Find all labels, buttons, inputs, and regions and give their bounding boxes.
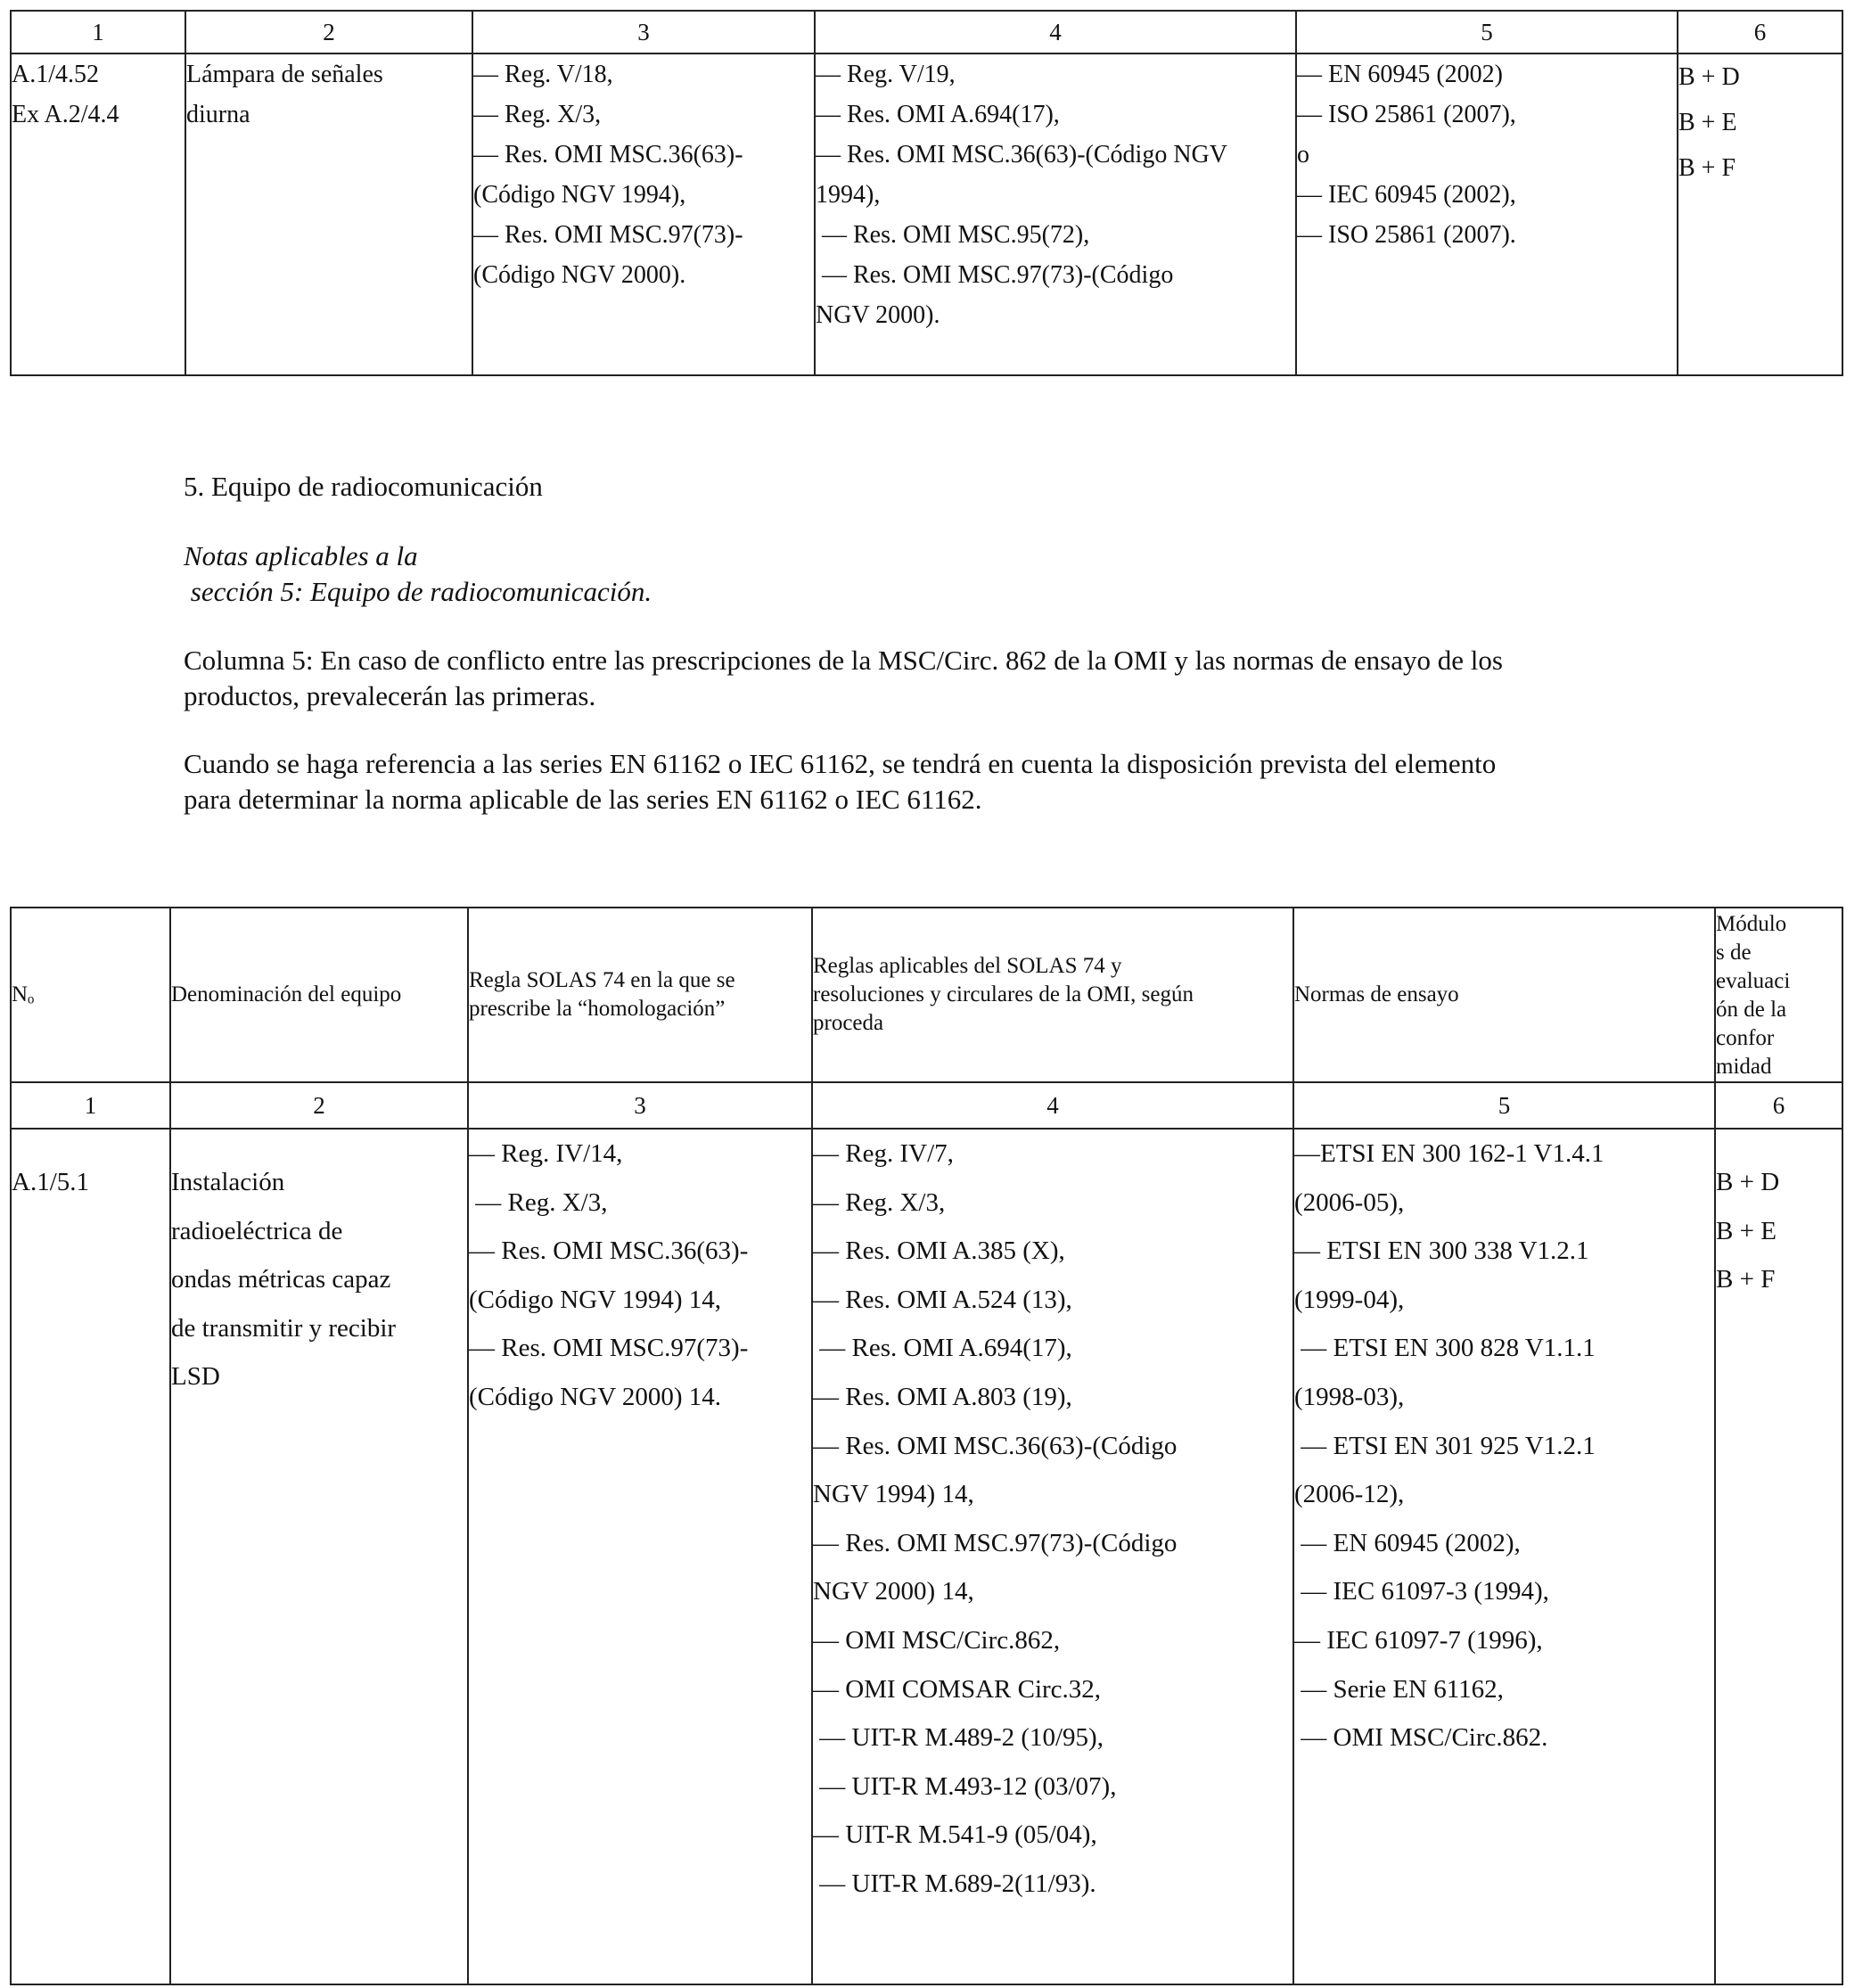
cell-modules xyxy=(1678,53,1842,375)
text-line: — OMI MSC/Circ.862, xyxy=(813,1625,1061,1655)
cell-number xyxy=(11,1129,170,1984)
text-line: LSD xyxy=(171,1362,220,1392)
col-number: 2 xyxy=(185,11,472,53)
header-line: midad xyxy=(1716,1055,1772,1079)
text-line: de transmitir y recibir xyxy=(171,1313,397,1343)
header-row xyxy=(11,908,1842,1082)
text-line: diurna xyxy=(186,101,250,128)
text-line: — EN 60945 (2002), xyxy=(1294,1528,1521,1557)
header-line: proceda xyxy=(813,1011,884,1035)
text-line: — OMI MSC/Circ.862. xyxy=(1294,1723,1548,1753)
col-number: 6 xyxy=(1678,11,1842,53)
col-number: 2 xyxy=(170,1082,468,1129)
text-line: 1994), xyxy=(816,181,881,209)
text-line: — IEC 61097-7 (1996), xyxy=(1294,1625,1543,1655)
header-line: Módulo xyxy=(1716,912,1787,936)
text-line: B + F xyxy=(1678,154,1736,182)
col-number: 1 xyxy=(11,1082,170,1129)
notes-title-line: Notas aplicables a la xyxy=(184,540,418,571)
paragraph-line: productos, prevalecerán las primeras. xyxy=(184,680,596,711)
text-line: — Reg. X/3, xyxy=(813,1187,946,1217)
column-number-row xyxy=(11,11,1842,53)
text-line: — UIT-R M.689-2(11/93). xyxy=(813,1869,1096,1898)
header-solas-rule xyxy=(468,908,812,1082)
text-line: — Reg. IV/7, xyxy=(813,1139,954,1168)
paragraph-line: Columna 5: En caso de conflicto entre las prescripciones de la MSC/Circ. 862 de la OMI y las normas de ensayo de los xyxy=(184,645,1503,676)
col-number: 1 xyxy=(11,11,185,53)
column-number-row xyxy=(11,1082,1842,1129)
cell-test-standards xyxy=(1293,1129,1715,1984)
text-line: (Código NGV 1994) 14, xyxy=(469,1285,722,1314)
text-line: — UIT-R M.493-12 (03/07), xyxy=(813,1771,1117,1801)
notes-title-line: sección 5: Equipo de radiocomunicación. xyxy=(184,576,652,607)
header-number: Nₒ xyxy=(11,908,170,1082)
header-applicable-rules xyxy=(812,908,1293,1082)
text-line: NGV 1994) 14, xyxy=(813,1480,974,1509)
text-line: —ETSI EN 300 162-1 V1.4.1 xyxy=(1294,1139,1604,1168)
col-number: 5 xyxy=(1296,11,1678,53)
text-line: — ETSI EN 300 338 V1.2.1 xyxy=(1294,1236,1589,1266)
text-line: Lámpara de señales xyxy=(186,61,383,88)
text-line: — Reg. X/3, xyxy=(469,1187,608,1217)
text-line: Instalación xyxy=(171,1168,285,1196)
table-row xyxy=(11,1129,1842,1984)
text-line: B + E xyxy=(1678,109,1737,136)
cell-test-standards xyxy=(1296,53,1678,375)
note-paragraph xyxy=(184,746,1496,817)
text-line: — EN 60945 (2002) xyxy=(1297,61,1503,88)
text-line: — Res. OMI MSC.97(73)- xyxy=(473,221,743,249)
cell-applicable-rules xyxy=(812,1129,1293,1984)
text-line: — IEC 61097-3 (1994), xyxy=(1294,1577,1549,1606)
header-line: Reglas aplicables del SOLAS 74 y xyxy=(813,954,1122,978)
text-line: — ETSI EN 300 828 V1.1.1 xyxy=(1294,1334,1596,1363)
text-line: — Reg. IV/14, xyxy=(469,1139,623,1168)
header-line: prescribe la “homologación” xyxy=(469,997,726,1021)
header-line: resoluciones y circulares de la OMI, según xyxy=(813,982,1194,1006)
text-line: — Reg. V/19, xyxy=(816,61,956,88)
text-line: (2006-05), xyxy=(1294,1187,1405,1217)
text-line: B + F xyxy=(1716,1265,1776,1294)
col-number: 3 xyxy=(468,1082,812,1129)
text-line: — Res. OMI MSC.36(63)- xyxy=(469,1236,749,1266)
col-number: 3 xyxy=(472,11,815,53)
text-line: ondas métricas capaz xyxy=(171,1265,391,1294)
col-number: 4 xyxy=(815,11,1296,53)
header-line: Regla SOLAS 74 en la que se xyxy=(469,968,735,992)
text-line: (1998-03), xyxy=(1294,1382,1405,1411)
text-line: radioeléctrica de xyxy=(171,1216,343,1245)
cell-solas-rule xyxy=(472,53,815,375)
text-line: — ISO 25861 (2007). xyxy=(1297,221,1516,249)
text-line: — Res. OMI A.803 (19), xyxy=(813,1382,1072,1411)
text-line: B + D xyxy=(1678,63,1740,91)
cell-number xyxy=(11,53,185,375)
cell-equipment-name xyxy=(170,1129,468,1984)
text-line: — ETSI EN 301 925 V1.2.1 xyxy=(1294,1431,1596,1460)
text-line: Ex A.2/4.4 xyxy=(12,101,119,128)
text-line: (Código NGV 1994), xyxy=(473,181,686,209)
paragraph-line: para determinar la norma aplicable de las series EN 61162 o IEC 61162. xyxy=(184,784,982,815)
text-line: — Res. OMI MSC.97(73)- xyxy=(469,1334,749,1363)
text-line: — ISO 25861 (2007), xyxy=(1297,101,1516,128)
text-line: (Código NGV 2000) 14. xyxy=(469,1382,722,1411)
text-line: B + E xyxy=(1716,1216,1777,1245)
cell-applicable-rules xyxy=(815,53,1296,375)
header-test-standards: Normas de ensayo xyxy=(1293,908,1715,1082)
text-line: — Res. OMI MSC.36(63)- xyxy=(473,141,743,168)
text-line: — Res. OMI A.524 (13), xyxy=(813,1285,1072,1314)
text-line: — Res. OMI MSC.95(72), xyxy=(816,221,1090,249)
cell-modules xyxy=(1715,1129,1842,1984)
text-line: — OMI COMSAR Circ.32, xyxy=(813,1674,1102,1704)
cell-equipment-name xyxy=(185,53,472,375)
text-line: B + D xyxy=(1716,1168,1780,1196)
text-line: — UIT-R M.541-9 (05/04), xyxy=(813,1820,1097,1850)
text-line: (2006-12), xyxy=(1294,1480,1405,1509)
text-line: — Res. OMI MSC.97(73)-(Código xyxy=(816,261,1174,289)
header-modules xyxy=(1715,908,1842,1082)
text-line: — Serie EN 61162, xyxy=(1294,1674,1504,1704)
header-line: s de xyxy=(1716,941,1752,965)
text-line: o xyxy=(1297,141,1309,168)
text-line: — Res. OMI A.385 (X), xyxy=(813,1236,1065,1266)
text-line: — Reg. V/18, xyxy=(473,61,613,88)
notes-title xyxy=(184,538,652,610)
text-line: — Res. OMI A.694(17), xyxy=(813,1334,1072,1363)
header-line: confor xyxy=(1716,1026,1775,1050)
col-number: 5 xyxy=(1293,1082,1715,1129)
text-line: (Código NGV 2000). xyxy=(473,261,686,289)
cell-solas-rule xyxy=(468,1129,812,1984)
text-line: NGV 2000). xyxy=(816,301,940,329)
header-equipment-name: Denominación del equipo xyxy=(170,908,468,1082)
text-line: A.1/4.52 xyxy=(12,61,99,88)
text-line: (1999-04), xyxy=(1294,1285,1405,1314)
text-line: — Res. OMI MSC.36(63)-(Código NGV xyxy=(816,141,1227,168)
section-heading: 5. Equipo de radiocomunicación xyxy=(184,471,543,502)
table-radio-equipment xyxy=(10,907,1843,1985)
text-line: — Res. OMI MSC.36(63)-(Código xyxy=(813,1431,1178,1460)
col-number: 6 xyxy=(1715,1082,1842,1129)
text-line: — UIT-R M.489-2 (10/95), xyxy=(813,1723,1104,1753)
text-line: A.1/5.1 xyxy=(12,1168,89,1196)
text-line: NGV 2000) 14, xyxy=(813,1577,974,1606)
header-line: evaluaci xyxy=(1716,969,1791,993)
text-line: — Res. OMI MSC.97(73)-(Código xyxy=(813,1528,1178,1557)
text-line: — Res. OMI A.694(17), xyxy=(816,101,1060,128)
col-number: 4 xyxy=(812,1082,1293,1129)
table-equipment-4-52 xyxy=(10,10,1843,376)
text-line: — IEC 60945 (2002), xyxy=(1297,181,1516,209)
paragraph-line: Cuando se haga referencia a las series EN 61162 o IEC 61162, se tendrá en cuenta la disposición prevista del elemento xyxy=(184,748,1497,779)
header-line: ón de la xyxy=(1716,998,1787,1022)
table-row xyxy=(11,53,1842,375)
note-paragraph xyxy=(184,643,1503,714)
text-line: — Reg. X/3, xyxy=(473,101,602,128)
